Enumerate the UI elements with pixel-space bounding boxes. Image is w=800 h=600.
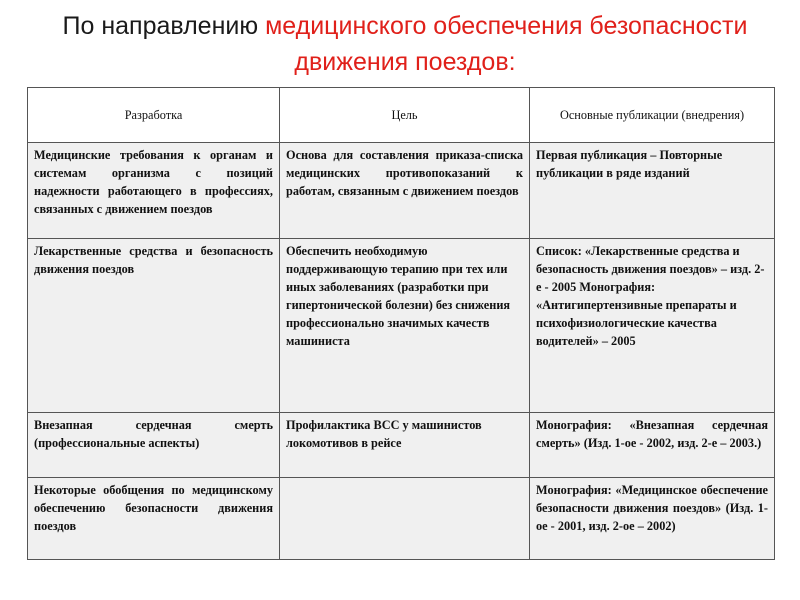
cell-development: Внезапная сердечная смерть (профессиональные аспекты) <box>28 413 280 478</box>
cell-goal <box>280 478 530 560</box>
cell-publications: Список: «Лекарственные средства и безопасность движения поездов» – изд. 2-е - 2005 Монография: «Антигипертензивные препараты и психофизиологические качества водителей» – 2005 <box>530 239 775 413</box>
cell-publications: Монография: «Внезапная сердечная смерть» (Изд. 1-ое - 2002, изд. 2-е – 2003.) <box>530 413 775 478</box>
cell-goal: Обеспечить необходимую поддерживающую терапию при тех или иных заболеваниях (разработки при гипертонической болезни) без снижения профессионально значимых качеств машиниста <box>280 239 530 413</box>
cell-development: Медицинские требования к органам и системам организма с позиций надежности работающего в профессиях, связанных с движением поездов <box>28 143 280 239</box>
table-row <box>28 143 775 239</box>
table-row <box>28 478 775 560</box>
cell-goal: Профилактика ВСС у машинистов локомотивов в рейсе <box>280 413 530 478</box>
cell-development: Некоторые обобщения по медицинскому обеспечению безопасности движения поездов <box>28 478 280 560</box>
header-development: Разработка <box>28 88 280 143</box>
title-part-plain: По направлению <box>62 12 266 40</box>
table-row <box>28 239 775 413</box>
header-publications: Основные публикации (внедрения) <box>530 88 775 143</box>
publications-table <box>27 87 775 560</box>
page-title <box>60 8 750 80</box>
table-row <box>28 413 775 478</box>
header-goal: Цель <box>280 88 530 143</box>
title-part-accent: медицинского обеспечения безопасности движения поездов: <box>265 12 748 76</box>
cell-development: Лекарственные средства и безопасность движения поездов <box>28 239 280 413</box>
cell-publications: Монография: «Медицинское обеспечение безопасности движения поездов» (Изд. 1-ое - 2001, изд. 2-ое – 2002) <box>530 478 775 560</box>
table-header-row <box>28 88 775 143</box>
cell-publications: Первая публикация – Повторные публикации в ряде изданий <box>530 143 775 239</box>
cell-goal: Основа для составления приказа-списка медицинских противопоказаний к работам, связанным с движением поездов <box>280 143 530 239</box>
